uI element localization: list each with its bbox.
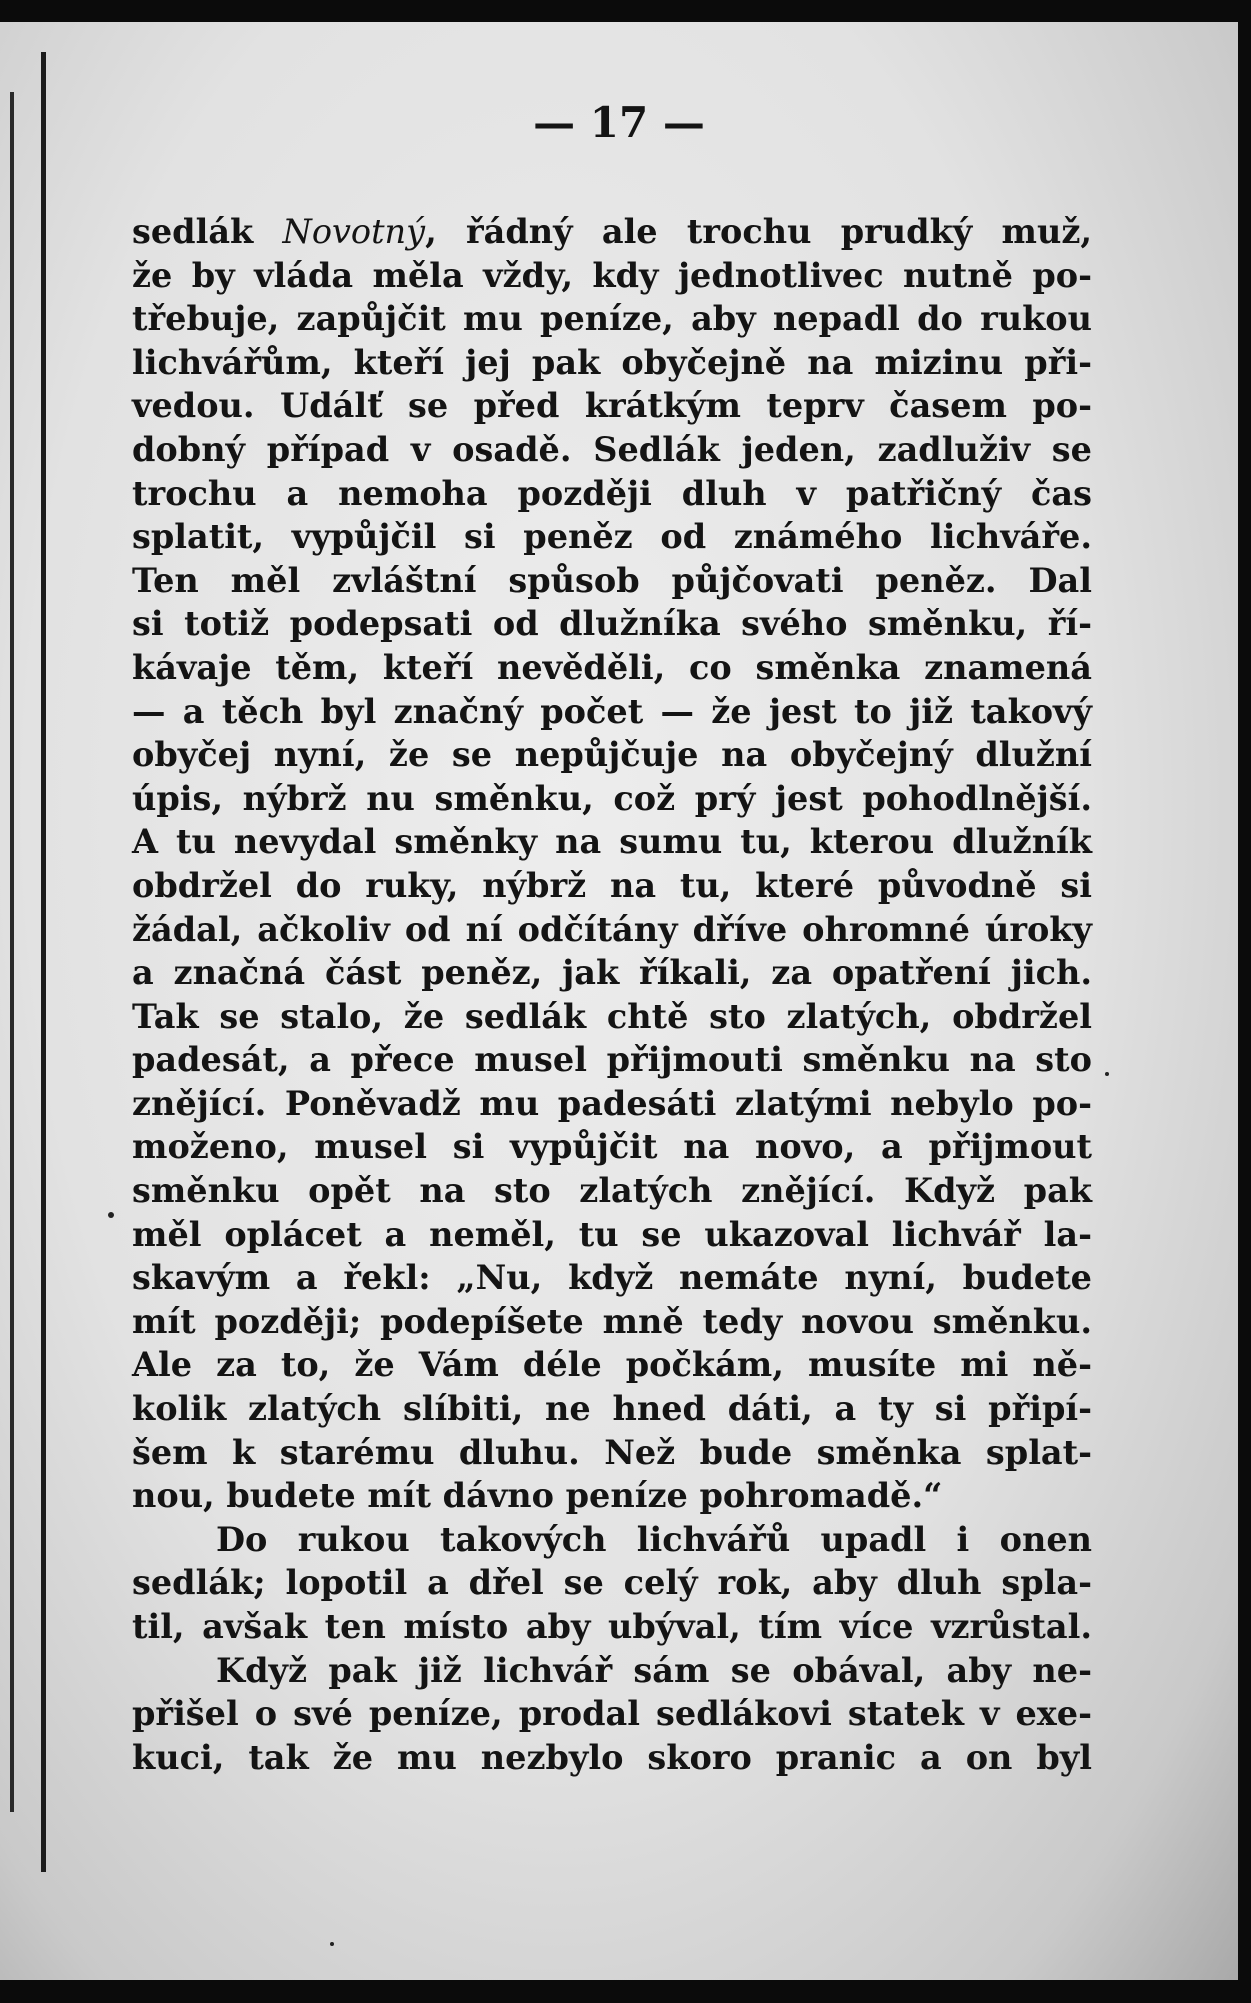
text-line: til, avšak ten místo aby ubýval, tím více vzrůstal. bbox=[132, 1607, 1092, 1646]
text-line: že by vláda měla vždy, kdy jednotlivec nutně po- bbox=[132, 255, 1092, 295]
book-page bbox=[0, 22, 1238, 1980]
text-line: sedlák Novotný, řádný ale trochu prudký muž, bbox=[132, 212, 1093, 251]
text-line: kolik zlatých slíbiti, ne hned dáti, a ty si připí- bbox=[132, 1389, 1092, 1429]
text-line: třebuje, zapůjčit mu peníze, aby nepadl do rukou bbox=[132, 299, 1092, 339]
ink-speck bbox=[330, 1942, 334, 1946]
text-line: úpis, nýbrž nu směnku, což prý jest pohodlnější. bbox=[132, 778, 1092, 818]
text-line: padesát, a přece musel přijmouti směnku na sto bbox=[132, 1040, 1092, 1080]
text-line: žádal, ačkoliv od ní odčítány dříve ohromné úroky bbox=[132, 909, 1092, 949]
text-line: si totiž podepsati od dlužníka svého směnku, ří- bbox=[132, 604, 1092, 644]
page-number: — 17 — bbox=[533, 98, 705, 147]
text-line: šem k starému dluhu. Než bude směnka splat- bbox=[132, 1432, 1092, 1472]
text-line: dobný případ v osadě. Sedlák jeden, zadluživ se bbox=[132, 429, 1092, 469]
text-line: měl oplácet a neměl, tu se ukazoval lichvář la- bbox=[132, 1214, 1092, 1254]
text-line: Ten měl zvláštní spůsob půjčovati peněz. Dal bbox=[132, 560, 1092, 600]
text-line: lichvářům, kteří jej pak obyčejně na mizinu při- bbox=[132, 342, 1092, 382]
text-line: obdržel do ruky, nýbrž na tu, které původně si bbox=[132, 865, 1092, 905]
text-line: znějící. Poněvadž mu padesáti zlatými nebylo po- bbox=[132, 1083, 1092, 1123]
text-line: vedou. Událť se před krátkým teprv časem po- bbox=[132, 386, 1092, 426]
book-binding-edge bbox=[0, 52, 46, 1872]
text-line: trochu a nemoha později dluh v patřičný čas bbox=[132, 473, 1092, 513]
text-line: mít později; podepíšete mně tedy novou směnku. bbox=[132, 1301, 1092, 1341]
text-line: kávaje těm, kteří nevěděli, co směnka znamená bbox=[132, 647, 1092, 687]
text-line: Ale za to, že Vám déle počkám, musíte mi ně- bbox=[132, 1345, 1092, 1385]
ink-speck bbox=[108, 1212, 114, 1218]
text-line: a značná část peněz, jak říkali, za opatření jich. bbox=[132, 953, 1092, 993]
text-line: obyčej nyní, že se nepůjčuje na obyčejný dlužní bbox=[132, 735, 1092, 775]
text-line: Tak se stalo, že sedlák chtě sto zlatých, obdržel bbox=[132, 996, 1092, 1036]
text-line: — a těch byl značný počet — že jest to již takový bbox=[132, 691, 1092, 731]
text-line: splatit, vypůjčil si peněz od známého lichváře. bbox=[132, 517, 1092, 557]
text-line: kuci, tak že mu nezbylo skoro pranic a on byl bbox=[132, 1737, 1092, 1777]
text-line: směnku opět na sto zlatých znějící. Když pak bbox=[132, 1171, 1092, 1211]
text-line: Do rukou takových lichvářů upadl i onen bbox=[216, 1519, 1092, 1559]
text-line: moženo, musel si vypůjčit na novo, a přijmout bbox=[132, 1127, 1092, 1167]
ink-speck bbox=[1105, 1072, 1109, 1076]
text-line: Když pak již lichvář sám se obával, aby ne- bbox=[216, 1650, 1092, 1690]
body-text bbox=[132, 210, 1092, 1779]
text-line: přišel o své peníze, prodal sedlákovi statek v exe- bbox=[132, 1694, 1092, 1734]
text-line: A tu nevydal směnky na sumu tu, kterou dlužník bbox=[132, 822, 1092, 862]
text-line: skavým a řekl: „Nu, když nemáte nyní, budete bbox=[132, 1258, 1092, 1298]
text-line: nou, budete mít dávno peníze pohromadě.“ bbox=[132, 1476, 943, 1516]
text-line: sedlák; lopotil a dřel se celý rok, aby dluh spla- bbox=[132, 1563, 1092, 1603]
